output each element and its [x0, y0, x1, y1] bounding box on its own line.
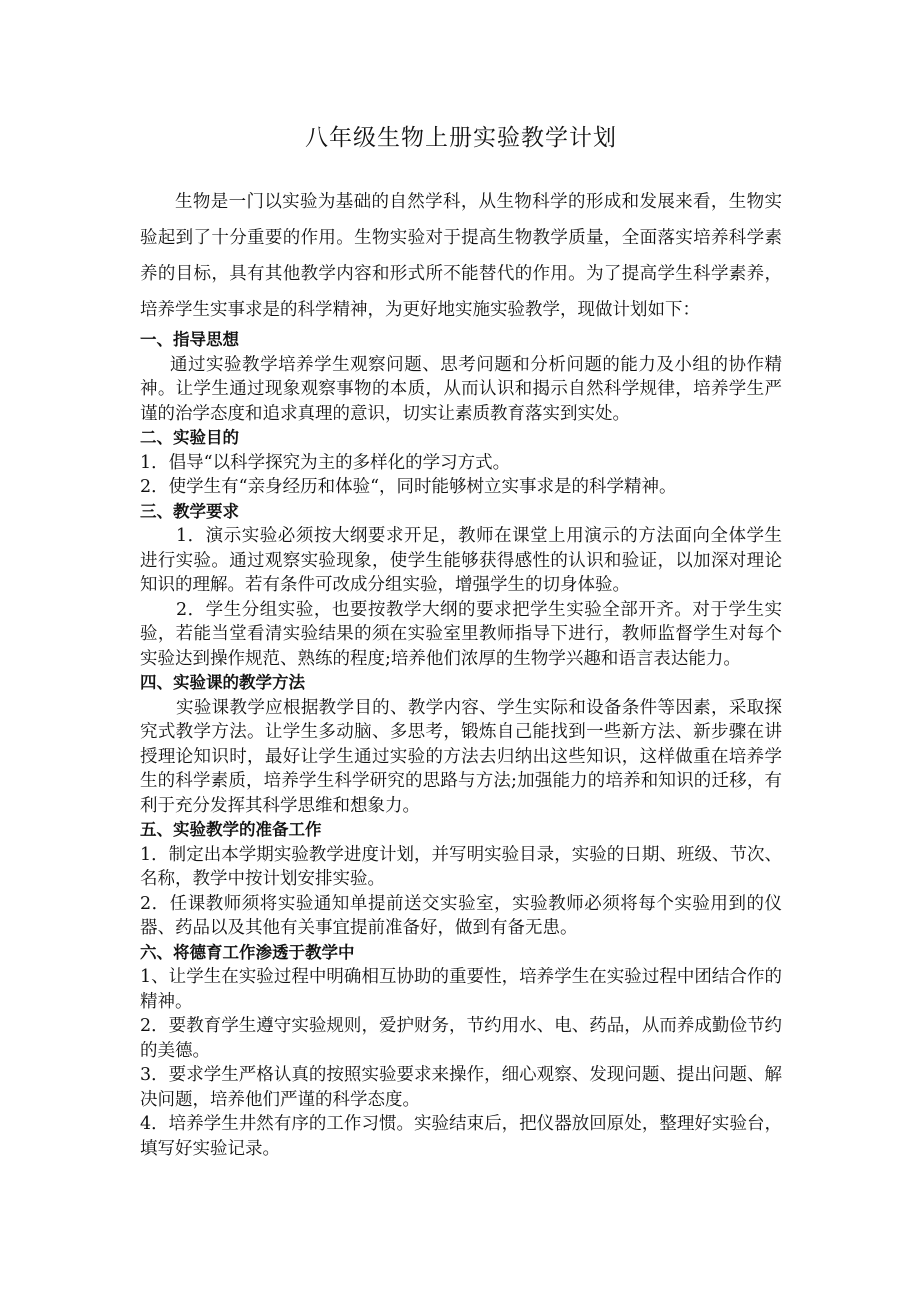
list-item: 2．学生分组实验，也要按教学大纲的要求把学生实验全部开齐。对于学生实验，若能当堂看清实验结果的须在实验室里教师指导下进行，教师监督学生对每个实验达到操作规范、熟练的程度;培养他们浓厚的生物学兴趣和语言表达能力。	[140, 599, 782, 669]
intro-paragraph: 生物是一门以实验为基础的自然学科，从生物科学的形成和发展来看，生物实验起到了十分重要的作用。生物实验对于提高生物教学质量，全面落实培养科学素养的目标，具有其他教学内容和形式所不能替代的作用。为了提高学生科学素养，培养学生实事求是的科学精神，为更好地实施实验教学，现做计划如下：	[140, 192, 782, 320]
section-moral-education	[140, 941, 782, 1162]
section-heading: 一、指导思想	[140, 330, 239, 349]
section-heading: 二、实验目的	[140, 428, 239, 447]
section-experiment-purpose	[140, 426, 782, 500]
section-paragraph: 通过实验教学培养学生观察问题、思考问题和分析问题的能力及小组的协作精神。让学生通过现象观察事物的本质，从而认识和揭示自然科学规律，培养学生严谨的治学态度和追求真理的意识，切实让素质教育落实到实处。	[140, 354, 782, 424]
list-item: 4．培养学生井然有序的工作习惯。实验结束后，把仪器放回原处，整理好实验台，填写好实验记录。	[140, 1114, 782, 1159]
list-item: 2．要教育学生遵守实验规则，爱护财务，节约用水、电、药品，从而养成勤俭节约的美德。	[140, 1016, 782, 1061]
document-body	[140, 328, 782, 1161]
section-heading: 四、实验课的教学方法	[140, 673, 305, 692]
list-item: 1．演示实验必须按大纲要求开足，教师在课堂上用演示的方法面向全体学生进行实验。通过观察实验现象，使学生能够获得感性的认识和验证，以加深对理论知识的理解。若有条件可改成分组实验，增强学生的切身体验。	[140, 526, 782, 595]
list-item: 1．倡导“以科学探究为主的多样化的学习方式。	[140, 452, 511, 473]
list-item: 1、让学生在实验过程中明确相互协助的重要性，培养学生在实验过程中团结合作的精神。	[140, 967, 782, 1012]
document-title: 八年级生物上册实验教学计划	[305, 125, 617, 151]
list-item: 3．要求学生严格认真的按照实验要求来操作，细心观察、发现问题、提出问题、解决问题，培养他们严谨的科学态度。	[140, 1065, 782, 1110]
list-item: 2．任课教师须将实验通知单提前送交实验室，实验教师必须将每个实验用到的仪器、药品以及其他有关事宜提前准备好，做到有备无患。	[140, 893, 782, 938]
section-paragraph: 实验课教学应根据教学目的、教学内容、学生实际和设备条件等因素，采取探究式教学方法。让学生多动脑、多思考，锻炼自己能找到一些新方法、新步骤在讲授理论知识时，最好让学生通过实验的方法去归纳出这些知识，这样做重在培养学生的科学素质，培养学生科学研究的思路与方法;加强能力的培养和知识的迁移，有利于充分发挥其科学思维和想象力。	[140, 697, 782, 816]
section-heading: 五、实验教学的准备工作	[140, 820, 322, 839]
section-preparation-work	[140, 818, 782, 941]
section-guiding-ideology	[140, 328, 782, 426]
section-teaching-requirements	[140, 500, 782, 672]
section-heading: 三、教学要求	[140, 501, 239, 521]
section-heading: 六、将德育工作渗透于教学中	[140, 942, 355, 962]
list-item: 2．使学生有“亲身经历和体验“，同时能够树立实事求是的科学精神。	[140, 477, 677, 497]
section-teaching-methods	[140, 671, 782, 818]
list-item: 1．制定出本学期实验教学进度计划，并写明实验目录，实验的日期、班级、节次、名称，教学中按计划安排实验。	[140, 844, 782, 889]
